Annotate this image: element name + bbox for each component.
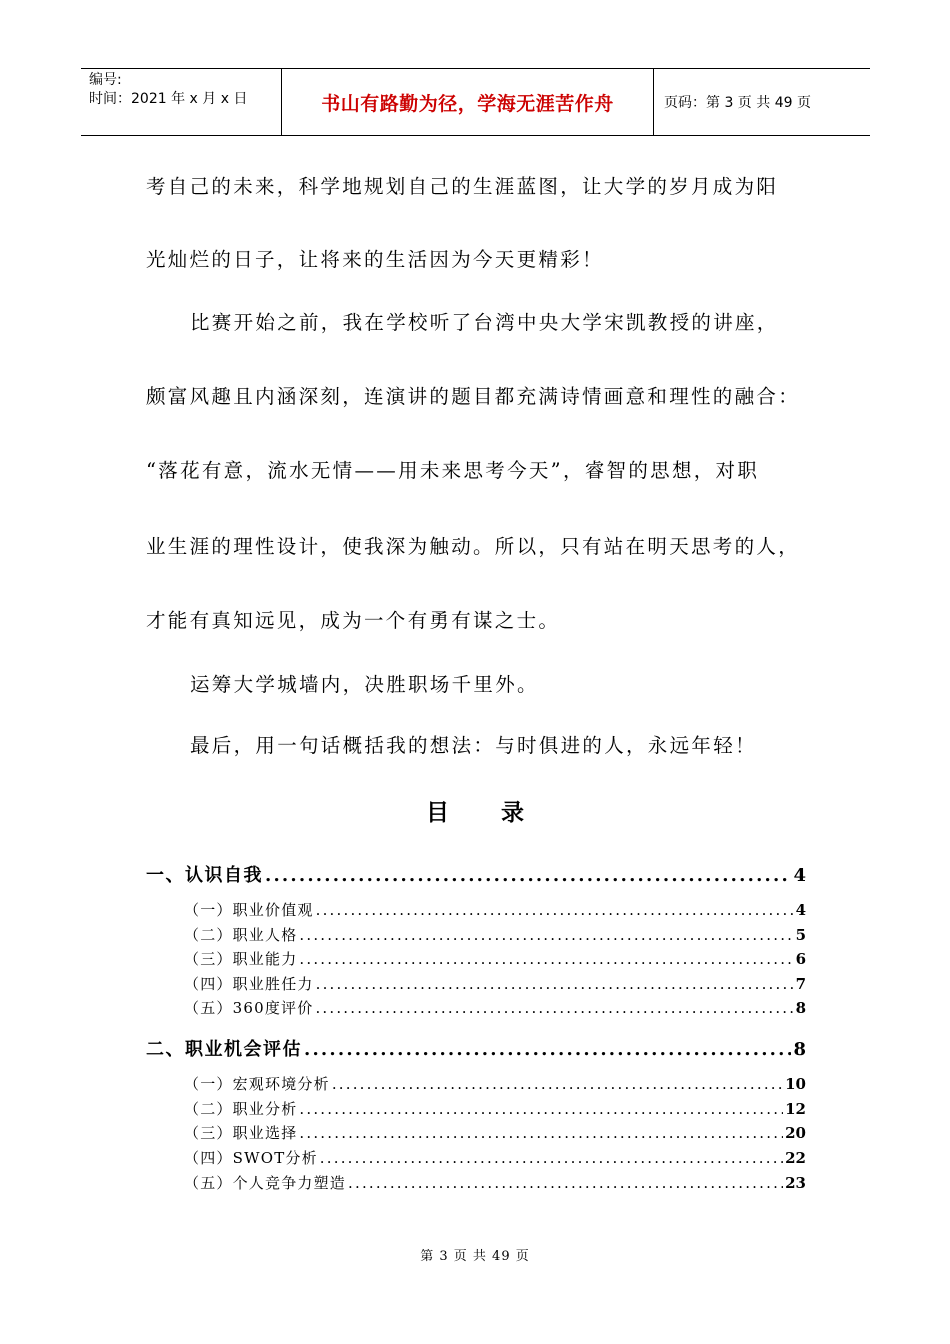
toc-entry-page: 8 xyxy=(795,999,806,1017)
toc-entry-page: 22 xyxy=(785,1149,806,1167)
time-label: 时间：2021 年 x 月 x 日 xyxy=(89,91,248,107)
toc-entry[interactable] xyxy=(146,861,806,887)
toc-entry[interactable] xyxy=(184,1147,806,1168)
toc-entry-label: 一、认识自我 xyxy=(146,865,263,886)
toc-entry-page: 4 xyxy=(793,865,806,886)
header-meta xyxy=(81,69,281,135)
toc-leader-dots xyxy=(315,999,793,1017)
toc-entry-label: 二、职业机会评估 xyxy=(146,1039,302,1060)
toc-leader-dots xyxy=(304,1039,791,1060)
body-line: 业生涯的理性设计，使我深为触动。所以，只有站在明天思考的人， xyxy=(146,535,801,558)
toc-entry-label: （四）SWOT分析 xyxy=(184,1149,318,1167)
body-line: 运筹大学城墙内，决胜职场千里外。 xyxy=(190,673,539,696)
body-line: 才能有真知远见，成为一个有勇有谋之士。 xyxy=(146,609,561,632)
toc-title xyxy=(426,794,524,827)
toc-entry-label: （一）宏观环境分析 xyxy=(184,1075,330,1093)
toc-entry[interactable] xyxy=(184,1122,806,1143)
toc-leader-dots xyxy=(316,975,794,993)
toc-entry-page: 12 xyxy=(785,1100,806,1118)
header-motto-cell xyxy=(281,69,654,135)
header-page-info: 页码：第 3 页 共 49 页 xyxy=(664,95,811,111)
toc-leader-dots xyxy=(299,1124,783,1142)
toc-entry-label: （五）360度评价 xyxy=(184,999,314,1017)
toc-entry[interactable] xyxy=(184,948,806,969)
serial-label: 编号: xyxy=(89,72,122,88)
toc-leader-dots xyxy=(320,1149,783,1167)
page-footer: 第 3 页 共 49 页 xyxy=(420,1249,530,1264)
toc-entry-label: （三）职业能力 xyxy=(184,950,298,968)
toc-entry-page: 6 xyxy=(795,950,806,968)
toc-title-right: 录 xyxy=(501,800,524,826)
toc-entry-page: 8 xyxy=(793,1039,806,1060)
toc-entry[interactable] xyxy=(184,899,806,920)
header-motto: 书山有路勤为径，学海无涯苦作舟 xyxy=(321,92,614,115)
toc-leader-dots xyxy=(348,1174,783,1192)
toc-entry[interactable] xyxy=(184,1073,806,1094)
toc-entry-page: 4 xyxy=(795,901,806,919)
toc-entry[interactable] xyxy=(184,924,806,945)
toc-entry-label: （五）个人竞争力塑造 xyxy=(184,1174,347,1192)
toc-entry-label: （四）职业胜任力 xyxy=(184,975,314,993)
body-line: 光灿烂的日子，让将来的生活因为今天更精彩！ xyxy=(146,248,604,271)
toc-entry[interactable] xyxy=(184,1098,806,1119)
body-line: 最后，用一句话概括我的想法：与时俱进的人，永远年轻！ xyxy=(190,734,757,757)
toc-entry-label: （一）职业价值观 xyxy=(184,901,314,919)
toc-entry-page: 10 xyxy=(785,1075,806,1093)
toc-entry-page: 5 xyxy=(795,926,806,944)
toc-entry-label: （二）职业人格 xyxy=(184,926,298,944)
toc-leader-dots xyxy=(316,901,794,919)
toc-entry-label: （三）职业选择 xyxy=(184,1124,298,1142)
body-line: 颇富风趣且内涵深刻，连演讲的题目都充满诗情画意和理性的融合： xyxy=(146,385,801,408)
toc-entry[interactable] xyxy=(184,973,806,994)
toc-entry-label: （二）职业分析 xyxy=(184,1100,298,1118)
toc-entry-page: 23 xyxy=(785,1174,806,1192)
body-line: 考自己的未来，科学地规划自己的生涯蓝图，让大学的岁月成为阳 xyxy=(146,175,779,198)
toc-title-left: 目 xyxy=(426,800,449,826)
toc-leader-dots xyxy=(299,950,793,968)
toc-leader-dots xyxy=(332,1075,783,1093)
toc-entry[interactable] xyxy=(184,997,806,1018)
toc-entry-page: 20 xyxy=(785,1124,806,1142)
body-line: 比赛开始之前，我在学校听了台湾中央大学宋凯教授的讲座， xyxy=(190,311,779,334)
toc-entry-page: 7 xyxy=(795,975,806,993)
toc-leader-dots xyxy=(299,926,793,944)
toc-entry[interactable] xyxy=(184,1172,806,1193)
toc-entry[interactable] xyxy=(146,1035,806,1061)
toc-leader-dots xyxy=(265,865,791,886)
header-page-info-cell xyxy=(654,69,870,135)
body-line: “落花有意，流水无情——用未来思考今天”，睿智的思想，对职 xyxy=(146,459,760,482)
page-header xyxy=(81,68,870,136)
toc-leader-dots xyxy=(299,1100,783,1118)
